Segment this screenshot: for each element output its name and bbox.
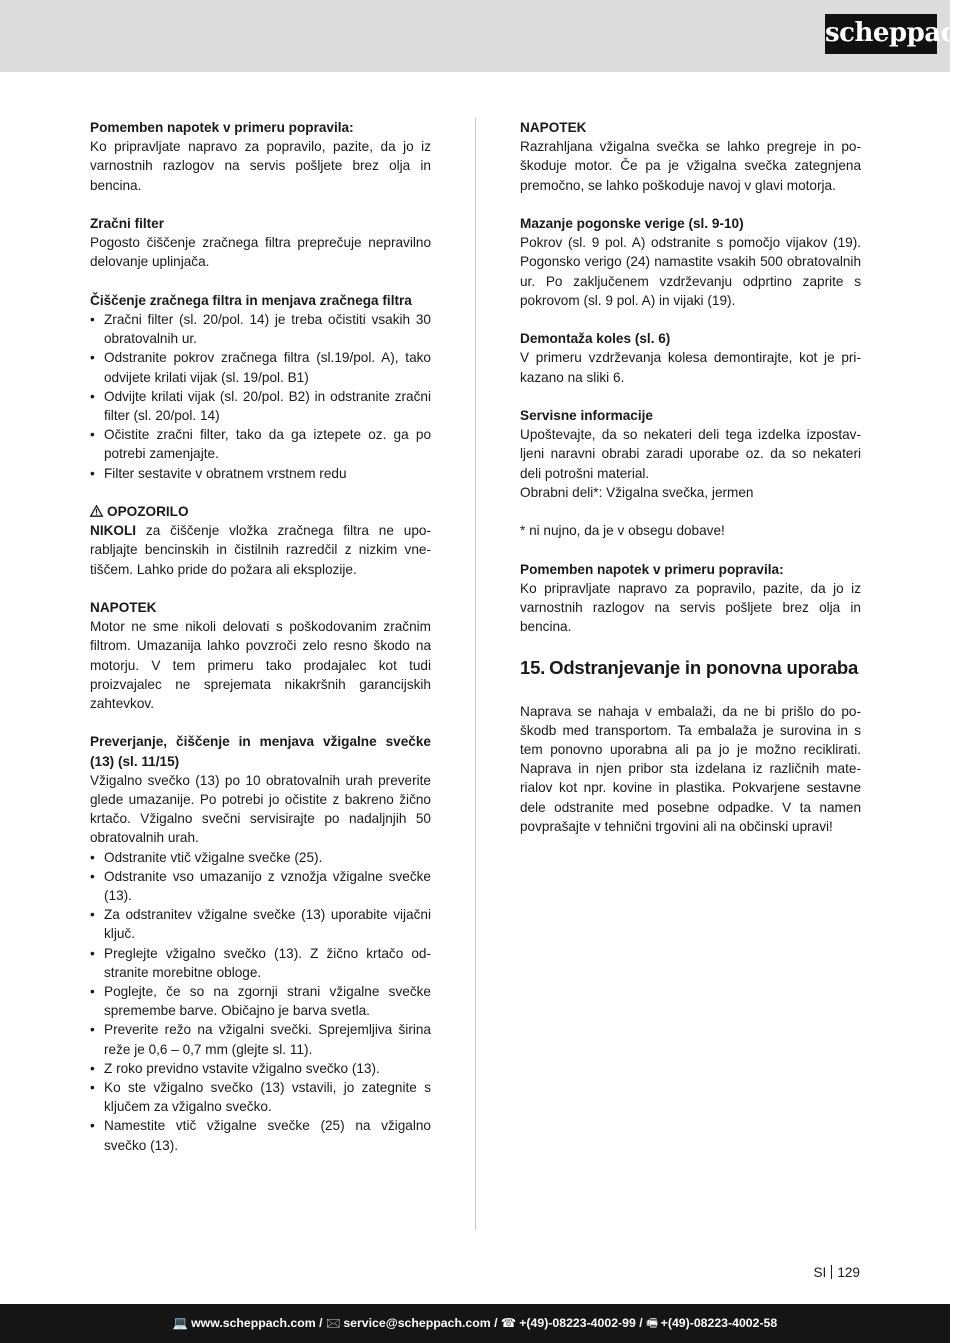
block-heading: Zračni filter [90,216,165,231]
warning-triangle-icon [90,502,103,521]
wheel-removal-block [520,329,861,387]
block-heading: Čiščenje zračnega filtra in menjava zračnega filtra [90,292,412,308]
list-item: • Odvijte krilati vijak (sl. 20/pol. B2) in odstranite zračni filter (sl. 20/pol. 14) [90,387,431,425]
list-item: • Ko ste vžigalno svečko (13) vstavili, jo zategnite s ključem za vžigalno svečko. [90,1078,431,1116]
page-number-value: 129 [837,1265,860,1280]
page-language: SI [813,1265,827,1280]
spark-plug-block [90,732,431,1154]
section-title [520,656,861,680]
list-item: • Odstranite pokrov zračnega filtra (sl.19/pol. A), tako odvijete krilati vijak (sl. 19/pol. B1) [90,348,431,386]
block-text: Ko pripravljate napravo za popravilo, pazite, da jo iz varnostnih razlogov na servis pošljete brez olja in bencina. [520,580,861,635]
repair-notice-block [90,118,431,195]
list-item: • Filter sestavite v obratnem vrstnem redu [90,464,431,483]
footer-phone[interactable]: +(49)-08223-4002-99 [519,1316,636,1330]
bullet-list [90,310,431,483]
list-item: • Poglejte, če so na zgornji strani vžigalne svečke spremembe barve. Običajno je barva svetla. [90,982,431,1020]
scheppach-logo: scheppach [825,14,937,54]
right-column [520,118,861,855]
bullet-list [90,848,431,1155]
phone-icon: ☎ [500,1316,517,1330]
air-filter-block [90,214,431,272]
warning-block [90,502,431,579]
column-divider [475,118,476,1230]
block-heading: Preverjanje, čiščenje in menjava vžigalne svečke (13) (sl. 11/15) [90,734,431,769]
emphasis-never: NIKOLI [90,523,137,539]
block-heading: Mazanje pogonske verige (sl. 9-10) [520,216,744,231]
block-text [90,521,431,579]
warning-title: OPOZORILO [107,504,189,520]
list-item: • Odstranite vso umazanijo z vznožja vžigalne svečke (13). [90,867,431,905]
block-text: Ko pripravljate napravo za popravilo, pazite, da jo iz varnostnih razlogov na servis pošljete brez olja in bencina. [90,139,431,193]
list-item: • Za odstranitev vžigalne svečke (13) uporabite vijačni ključ. [90,905,431,943]
chain-lubrication-block [520,214,861,310]
section-number: 15. [520,656,546,678]
air-filter-cleaning-block [90,291,431,483]
fax-icon: 🖷 [646,1316,658,1330]
mail-icon: 🖂 [325,1316,341,1330]
service-info-block [520,406,861,502]
header-bar [0,0,950,72]
list-item: • Preglejte vžigalno svečko (13). Z žično krtačo odstranite morebitne obloge. [90,944,431,982]
block-text: Upoštevajte, da so nekateri deli tega izdelka izpostavljeni naravni obrabi zaradi uporabe oz. da so nekateri deli potrošni material. [520,427,861,481]
block-heading: NAPOTEK [520,120,587,135]
footer-bar [0,1304,950,1343]
computer-icon: 💻 [172,1316,189,1330]
list-item: • Preverite režo na vžigalni svečki. Sprejemljiva širina reže je 0,6 – 0,7 mm (glejte sl. 11). [90,1020,431,1058]
wear-parts-text: Obrabni deli*: Vžigalna svečka, jermen [520,484,754,500]
footer-separator: / [635,1316,647,1330]
block-text: Pokrov (sl. 9 pol. A) odstranite s pomočjo vijakov (19). Pogonsko verigo (24) namastite vsakih 500 obratovalnih ur. Po zaključenem vzdrževanju odprtino zaprite s pokrovom (sl. 9 pol. A) in vijaki (19). [520,235,861,308]
list-item: • Odstranite vtič vžigalne svečke (25). [90,848,431,867]
footer-separator: / [315,1316,326,1330]
block-heading: Demontaža koles (sl. 6) [520,331,671,347]
list-item: • Z roko previdno vstavite vžigalno svečko (13). [90,1059,431,1078]
footer-separator: / [490,1316,501,1330]
section-title-text: Odstranjevanje in ponovna uporaba [549,656,859,678]
footnote-text: * ni nujno, da je v obsegu dobave! [520,523,725,539]
repair-notice-block [520,560,861,637]
block-text: Razrahljana vžigalna svečka se lahko pregreje in poškoduje motor. Če pa je vžigalna svečka zategnjena premočno, se lahko poškoduje navoj v glavi motorja. [520,139,861,193]
block-heading: Pomemben napotek v primeru popravila: [520,561,784,577]
footer-email[interactable]: service@scheppach.com [343,1316,491,1330]
warning-text: za čiščenje vložka zračnega filtra ne uporabljajte bencinskih in čistilnih razredčil z nizkim vnetiščem. Lahko pride do požara ali eksplozije. [90,523,431,577]
block-text: Naprava se nahaja v embalaži, da ne bi prišlo do poškodb med transportom. Ta embalaža je surovina in s tem ponovno uporabna ali pa jo je možno reciklirati. Naprava in njen pribor sta izdelana iz različnih materialov kot npr. kovine in plastika. Pokvarjene sestavne dele odstranite med posebne odpadke. V ta namen povprašajte v tehnični trgovini ali na občinski upravi! [520,703,861,834]
block-text: V primeru vzdrževanja kolesa demontirajte, kot je prikazano na sliki 6. [520,350,861,385]
block-text: Pogosto čiščenje zračnega filtra preprečuje nepravilno delovanje uplinjača. [90,235,431,270]
footer-website[interactable]: www.scheppach.com [191,1316,316,1330]
warning-heading [90,502,431,521]
block-heading: Pomemben napotek v primeru popravila: [90,120,354,135]
left-column [90,118,431,1174]
disposal-block [520,702,861,836]
list-item: • Očistite zračni filter, tako da ga iztepete oz. ga po potrebi zamenjajte. [90,425,431,463]
note-block [90,598,431,713]
list-item: • Zračni filter (sl. 20/pol. 14) je treba očistiti vsakih 30 obratovalnih ur. [90,310,431,348]
page-number-separator [831,1265,832,1279]
footnote-block [520,521,861,540]
list-item: • Namestite vtič vžigalne svečke (25) na vžigalno svečko (13). [90,1116,431,1154]
block-heading: Servisne informacije [520,408,653,423]
footer-fax: +(49)-08223-4002-58 [660,1316,778,1330]
block-text: Motor ne sme nikoli delovati s poškodovanim zračnim filtrom. Umazanija lahko povzroči zelo resno škodo na motorju. V tem primeru tako prodajalec kot tudi proizvajalec ne sprejemata nikakršnih garancijskih zahtevkov. [90,619,431,712]
block-text: Vžigalno svečko (13) po 10 obratovalnih urah preverite glede umazanije. Po potrebi jo očistite z bakreno žično krtačo. Vžigalno svečni servisirajte po nadaljnjih 50 obratovalnih urah. [90,772,431,846]
page-number [800,1265,860,1280]
note-block [520,118,861,195]
block-heading: NAPOTEK [90,600,157,616]
